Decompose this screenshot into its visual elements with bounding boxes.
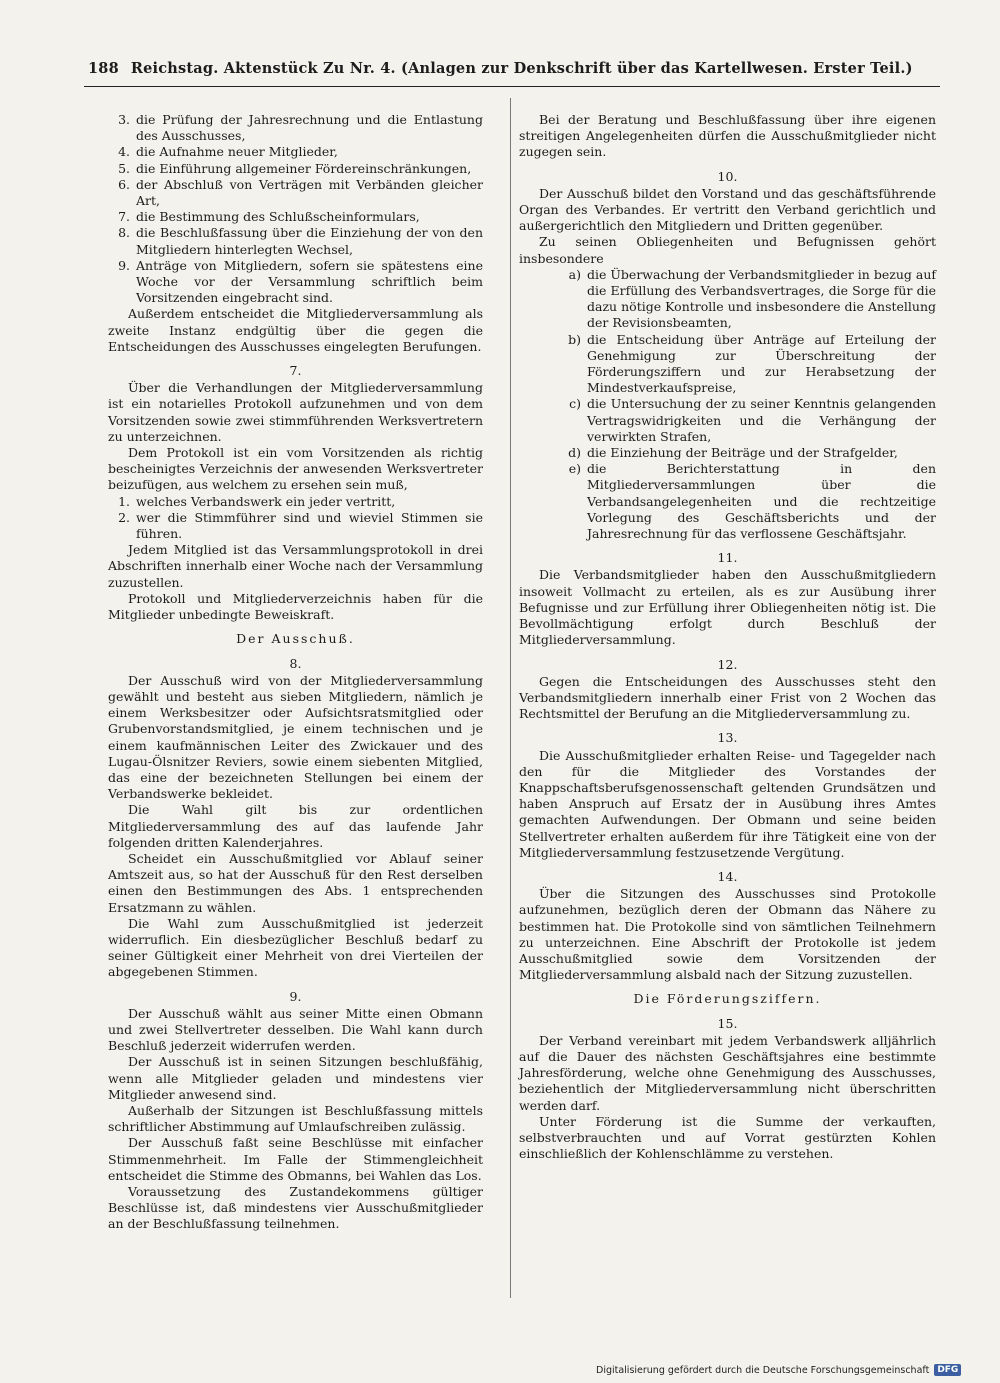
list-item	[519, 267, 936, 332]
paragraph: Der Ausschuß faßt seine Beschlüsse mit einfacher Stimmenmehrheit. Im Falle der Stimmengleichheit entscheidet die Stimme des Obmanns, bei Wahlen das Los.	[108, 1135, 483, 1183]
list-item	[519, 445, 936, 461]
section-number: 7.	[289, 363, 302, 379]
list-item	[108, 177, 483, 209]
list-text: die Untersuchung der zu seiner Kenntnis gelangenden Vertragswidrigkeiten und die Verhängung der verwirkten Strafen,	[587, 396, 936, 444]
paragraph: Voraussetzung des Zustandekommens gültiger Beschlüsse ist, daß mindestens vier Ausschußmitglieder an der Beschlußfassung teilnehmen.	[108, 1184, 483, 1232]
footer-text: Digitalisierung gefördert durch die Deutsche Forschungsgemeinschaft	[596, 1364, 930, 1376]
list-item	[108, 225, 483, 257]
list-marker: e)	[568, 461, 581, 477]
list-marker: a)	[568, 266, 581, 282]
paragraph: Außerhalb der Sitzungen ist Beschlußfassung mittels schriftlicher Abstimmung auf Umlaufschreiben zulässig.	[108, 1102, 483, 1135]
paragraph: Der Ausschuß ist in seinen Sitzungen beschlußfähig, wenn alle Mitglieder geladen und mindestens vier Mitglieder anwesend sind.	[108, 1054, 483, 1102]
section-number: 10.	[717, 168, 738, 184]
list-marker: 3.	[118, 112, 130, 127]
list-text: die Überwachung der Verbandsmitglieder in bezug auf die Erfüllung des Verbandsvertrages, die Sorge für die dazu nötige Kontrolle und insbesondere die Anstellung der Revisionsbeamten,	[587, 266, 936, 331]
list-marker: 8.	[118, 225, 130, 241]
running-header	[88, 60, 936, 77]
digitization-footer	[596, 1364, 961, 1376]
paragraph: Außerdem entscheidet die Mitgliederversammlung als zweite Instanz endgültig über die gegen die Entscheidungen des Ausschusses eingelegten Berufungen.	[108, 306, 483, 354]
list-marker: b)	[568, 331, 581, 347]
list-text: welches Verbandswerk ein jeder vertritt,	[136, 493, 396, 509]
list-text: die Berichterstattung in den Mitgliederversammlungen über die Verbandsangelegenheiten und die rechtzeitige Vorlegung des Geschäftsberichts und der Jahresrechnung für das verflossene Geschäftsjahr.	[587, 461, 936, 542]
paragraph: Gegen die Entscheidungen des Ausschusses steht den Verbandsmitgliedern innerhalb einer Frist von 2 Wochen das Rechtsmittel der Berufung an die Mitgliederversammlung zu.	[519, 673, 936, 722]
page-number: 188	[88, 60, 119, 77]
list-marker: 7.	[118, 209, 130, 225]
section-heading: Die Förderungsziffern.	[633, 991, 822, 1007]
list-marker: 9.	[118, 257, 130, 273]
section-number: 11.	[717, 550, 738, 566]
paragraph: Über die Sitzungen des Ausschusses sind Protokolle aufzunehmen, bezüglich deren der Obmann das Nähere zu bestimmen hat. Die Protokolle sind von sämtlichen Teilnehmern zu unterzeichnen. Eine Abschrift der Protokolle ist jedem Ausschußmitglied sowie dem Vorsitzenden der Mitgliederversammlung alsbald nach der Sitzung zuzustellen.	[519, 886, 936, 983]
paragraph: Die Verbandsmitglieder haben den Ausschußmitgliedern insoweit Vollmacht zu erteilen, als es zur Ausübung ihrer Befugnisse und zur Erfüllung ihrer Obliegenheiten nötig ist. Die Bevollmächtigung erfolgt durch Beschluß der Mitgliederversammlung.	[519, 567, 936, 648]
paragraph: Über die Verhandlungen der Mitgliederversammlung ist ein notarielles Protokoll aufzunehmen und von dem Vorsitzenden sowie zwei stimmführenden Werksvertretern zu unterzeichnen.	[108, 380, 483, 444]
section-number: 13.	[717, 730, 738, 746]
list-top	[108, 112, 483, 306]
list-item	[108, 510, 483, 542]
section-number: 8.	[289, 655, 302, 671]
list-text: der Abschluß von Verträgen mit Verbänden gleicher Art,	[136, 176, 483, 209]
list-marker: c)	[569, 396, 581, 412]
right-column	[519, 112, 936, 1162]
paragraph: Der Ausschuß wird von der Mitgliederversammlung gewählt und besteht aus sieben Mitgliedern, nämlich je einem Werksbesitzer oder Aufsichtsratsmitglied oder Grubenvorstandsmitglied, je einem technischen und je einem kaufmännischen Leiter des Zwickauer und des Lugau-Ölsnitzer Reviers, sowie einem siebenten Mitglied, das eine der bezeichneten Stellungen bei einem der Verbandswerke bekleidet.	[108, 672, 483, 802]
list-s10	[519, 267, 936, 542]
paragraph: Jedem Mitglied ist das Versammlungsprotokoll in drei Abschriften innerhalb einer Woche nach der Versammlung zuzustellen.	[108, 542, 483, 590]
list-marker: 5.	[118, 160, 130, 176]
list-text: die Einziehung der Beiträge und der Strafgelder,	[587, 445, 898, 461]
list-text: die Prüfung der Jahresrechnung und die Entlastung des Ausschusses,	[136, 112, 483, 144]
list-marker: 1.	[118, 493, 130, 509]
list-item	[519, 396, 936, 445]
column-divider	[510, 98, 511, 1298]
section-number: 9.	[289, 988, 302, 1004]
list-marker: 2.	[118, 509, 130, 525]
list-item	[108, 209, 483, 225]
list-item	[108, 161, 483, 177]
list-item	[108, 258, 483, 307]
list-text: Anträge von Mitgliedern, sofern sie spätestens eine Woche vor der Versammlung schriftlich beim Vorsitzenden eingebracht sind.	[136, 257, 483, 306]
list-text: die Bestimmung des Schlußscheinformulars,	[136, 209, 420, 225]
list-text: die Entscheidung über Anträge auf Erteilung der Genehmigung zur Überschreitung der Förderungsziffern und zur Herabsetzung der Mindestverkaufspreise,	[587, 331, 936, 396]
section-number: 12.	[717, 656, 738, 672]
section-number: 14.	[717, 868, 738, 884]
paragraph: Zu seinen Obliegenheiten und Befugnissen gehört insbesondere	[519, 234, 936, 266]
list-marker: 6.	[118, 176, 130, 192]
list-text: wer die Stimmführer sind und wieviel Stimmen sie führen.	[136, 509, 483, 542]
list-item	[519, 461, 936, 542]
header-rule	[84, 86, 940, 87]
list-text: die Beschlußfassung über die Einziehung der von den Mitgliedern hinterlegten Wechsel,	[136, 225, 483, 257]
list-item	[108, 112, 483, 144]
header-title: Reichstag. Aktenstück Zu Nr. 4. (Anlagen zur Denkschrift über das Kartellwesen. Erster Teil.)	[130, 60, 913, 77]
paragraph: Bei der Beratung und Beschlußfassung über ihre eigenen streitigen Angelegenheiten dürfen die Ausschußmitglieder nicht zugegen sein.	[519, 112, 936, 160]
list-marker: 4.	[118, 144, 130, 160]
section-heading: Der Ausschuß.	[236, 631, 355, 647]
paragraph: Die Ausschußmitglieder erhalten Reise- und Tagegelder nach den für die Mitglieder des Vorstandes der Knappschaftsberufsgenossenschaft geltenden Grundsätzen und haben Anspruch auf Ersatz der in Ausübung ihres Amtes gemachten Aufwendungen. Der Obmann und seine beiden Stellvertreter erhalten außerdem für ihre Tätigkeit eine von der Mitgliederversammlung festzusetzende Vergütung.	[519, 747, 936, 860]
paragraph: Der Ausschuß bildet den Vorstand und das geschäftsführende Organ des Verbandes. Er vertritt den Verband gerichtlich und außergerichtlich den Mitgliedern und Dritten gegenüber.	[519, 185, 936, 234]
dfg-logo-icon: DFG	[934, 1364, 961, 1376]
list-item	[108, 494, 483, 510]
list-s7	[108, 494, 483, 543]
list-item	[108, 144, 483, 160]
list-marker: d)	[568, 445, 581, 461]
paragraph: Protokoll und Mitgliederverzeichnis haben für die Mitglieder unbedingte Beweiskraft.	[108, 590, 483, 623]
paragraph: Der Verband vereinbart mit jedem Verbandswerk alljährlich auf die Dauer des nächsten Geschäftsjahres eine bestimmte Jahresförderung, welche ohne Genehmigung des Ausschusses, beziehentlich der Mitgliederversammlung nicht überschritten werden darf.	[519, 1032, 936, 1113]
paragraph: Scheidet ein Ausschußmitglied vor Ablauf seiner Amtszeit aus, so hat der Ausschuß für den Rest derselben einen den Bestimmungen des Abs. 1 entsprechenden Ersatzmann zu wählen.	[108, 850, 483, 915]
paragraph: Die Wahl zum Ausschußmitglied ist jederzeit widerruflich. Ein diesbezüglicher Beschluß bedarf zu seiner Gültigkeit einer Mehrheit von drei Vierteilen der abgegebenen Stimmen.	[108, 915, 483, 980]
paragraph: Der Ausschuß wählt aus seiner Mitte einen Obmann und zwei Stellvertreter desselben. Die Wahl kann durch Beschluß jederzeit widerrufen werden.	[108, 1005, 483, 1054]
paragraph: Dem Protokoll ist ein vom Vorsitzenden als richtig bescheinigtes Verzeichnis der anwesenden Werksvertreter beizufügen, aus welchem zu ersehen sein muß,	[108, 445, 483, 493]
list-text: die Einführung allgemeiner Fördereinschränkungen,	[136, 160, 472, 176]
list-text: die Aufnahme neuer Mitglieder,	[136, 144, 338, 160]
paragraph: Die Wahl gilt bis zur ordentlichen Mitgliederversammlung des auf das laufende Jahr folgenden dritten Kalenderjahres.	[108, 802, 483, 850]
paragraph: Unter Förderung ist die Summe der verkauften, selbstverbrauchten und auf Vorrat gestürzten Kohlen einschließlich der Kohlenschlämme zu verstehen.	[519, 1113, 936, 1162]
list-item	[519, 332, 936, 397]
left-column	[108, 112, 483, 1233]
section-number: 15.	[717, 1015, 738, 1031]
